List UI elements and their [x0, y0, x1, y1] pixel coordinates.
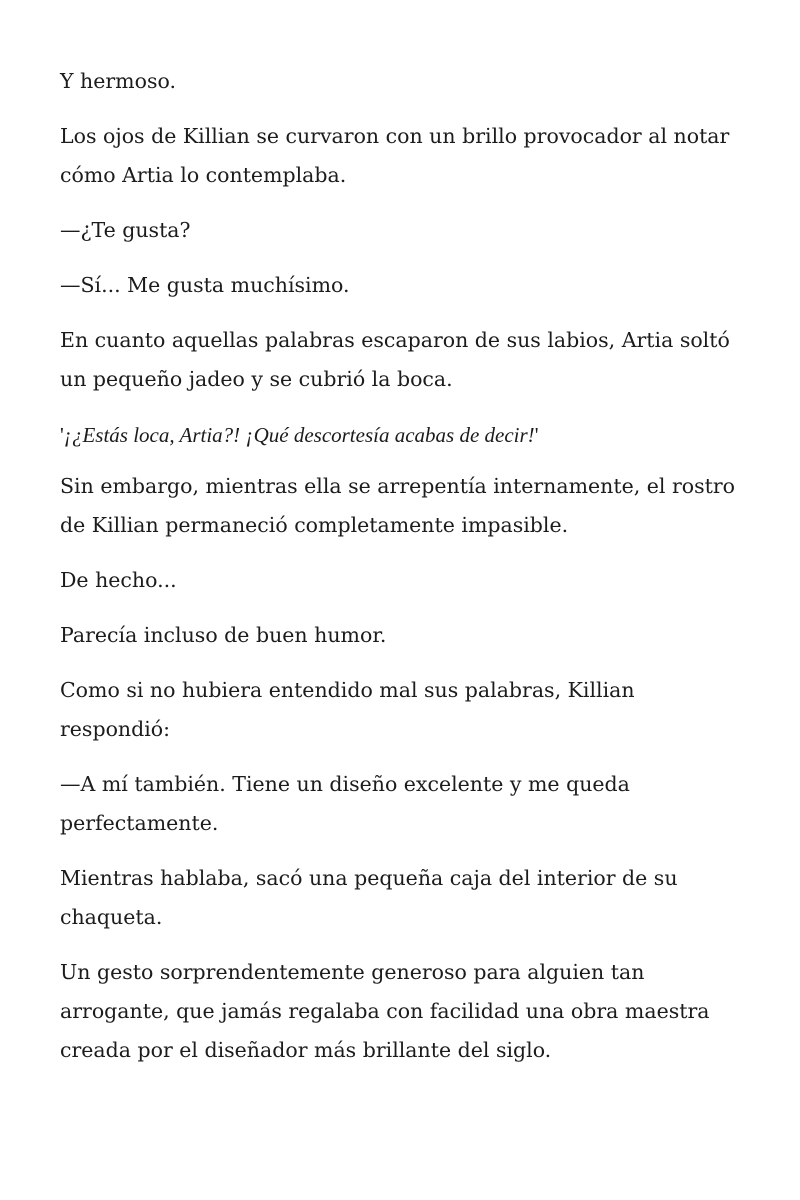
paragraph: Parecía incluso de buen humor.	[60, 623, 387, 647]
paragraph: Mientras hablaba, sacó una pequeña caja del interior de su chaqueta.	[60, 866, 678, 929]
paragraph: En cuanto aquellas palabras escaparon de sus labios, Artia soltó un pequeño jadeo y se cubrió la boca.	[60, 328, 730, 391]
dialogue-line: —¿Te gusta?	[60, 218, 191, 242]
thought-text: ¡¿Estás loca, Artia?! ¡Qué descortesía acabas de decir!	[63, 423, 535, 447]
reading-page	[60, 62, 740, 1086]
paragraph: Y hermoso.	[60, 69, 176, 93]
inner-thought	[60, 415, 740, 455]
thought-open-quote: '	[60, 423, 64, 447]
paragraph: Sin embargo, mientras ella se arrepentía internamente, el rostro de Killian permaneció completamente impasible.	[60, 474, 736, 537]
paragraph: Un gesto sorprendentemente generoso para alguien tan arrogante, que jamás regalaba con facilidad una obra maestra creada por el diseñador más brillante del siglo.	[60, 960, 710, 1062]
thought-close-quote: '	[534, 423, 539, 447]
paragraph: Los ojos de Killian se curvaron con un brillo provocador al notar cómo Artia lo contemplaba.	[60, 124, 730, 187]
paragraph: Como si no hubiera entendido mal sus palabras, Killian respondió:	[60, 678, 635, 741]
dialogue-line: —Sí... Me gusta muchísimo.	[60, 273, 350, 297]
paragraph: De hecho...	[60, 568, 177, 592]
dialogue-line: —A mí también. Tiene un diseño excelente y me queda perfectamente.	[60, 772, 630, 835]
